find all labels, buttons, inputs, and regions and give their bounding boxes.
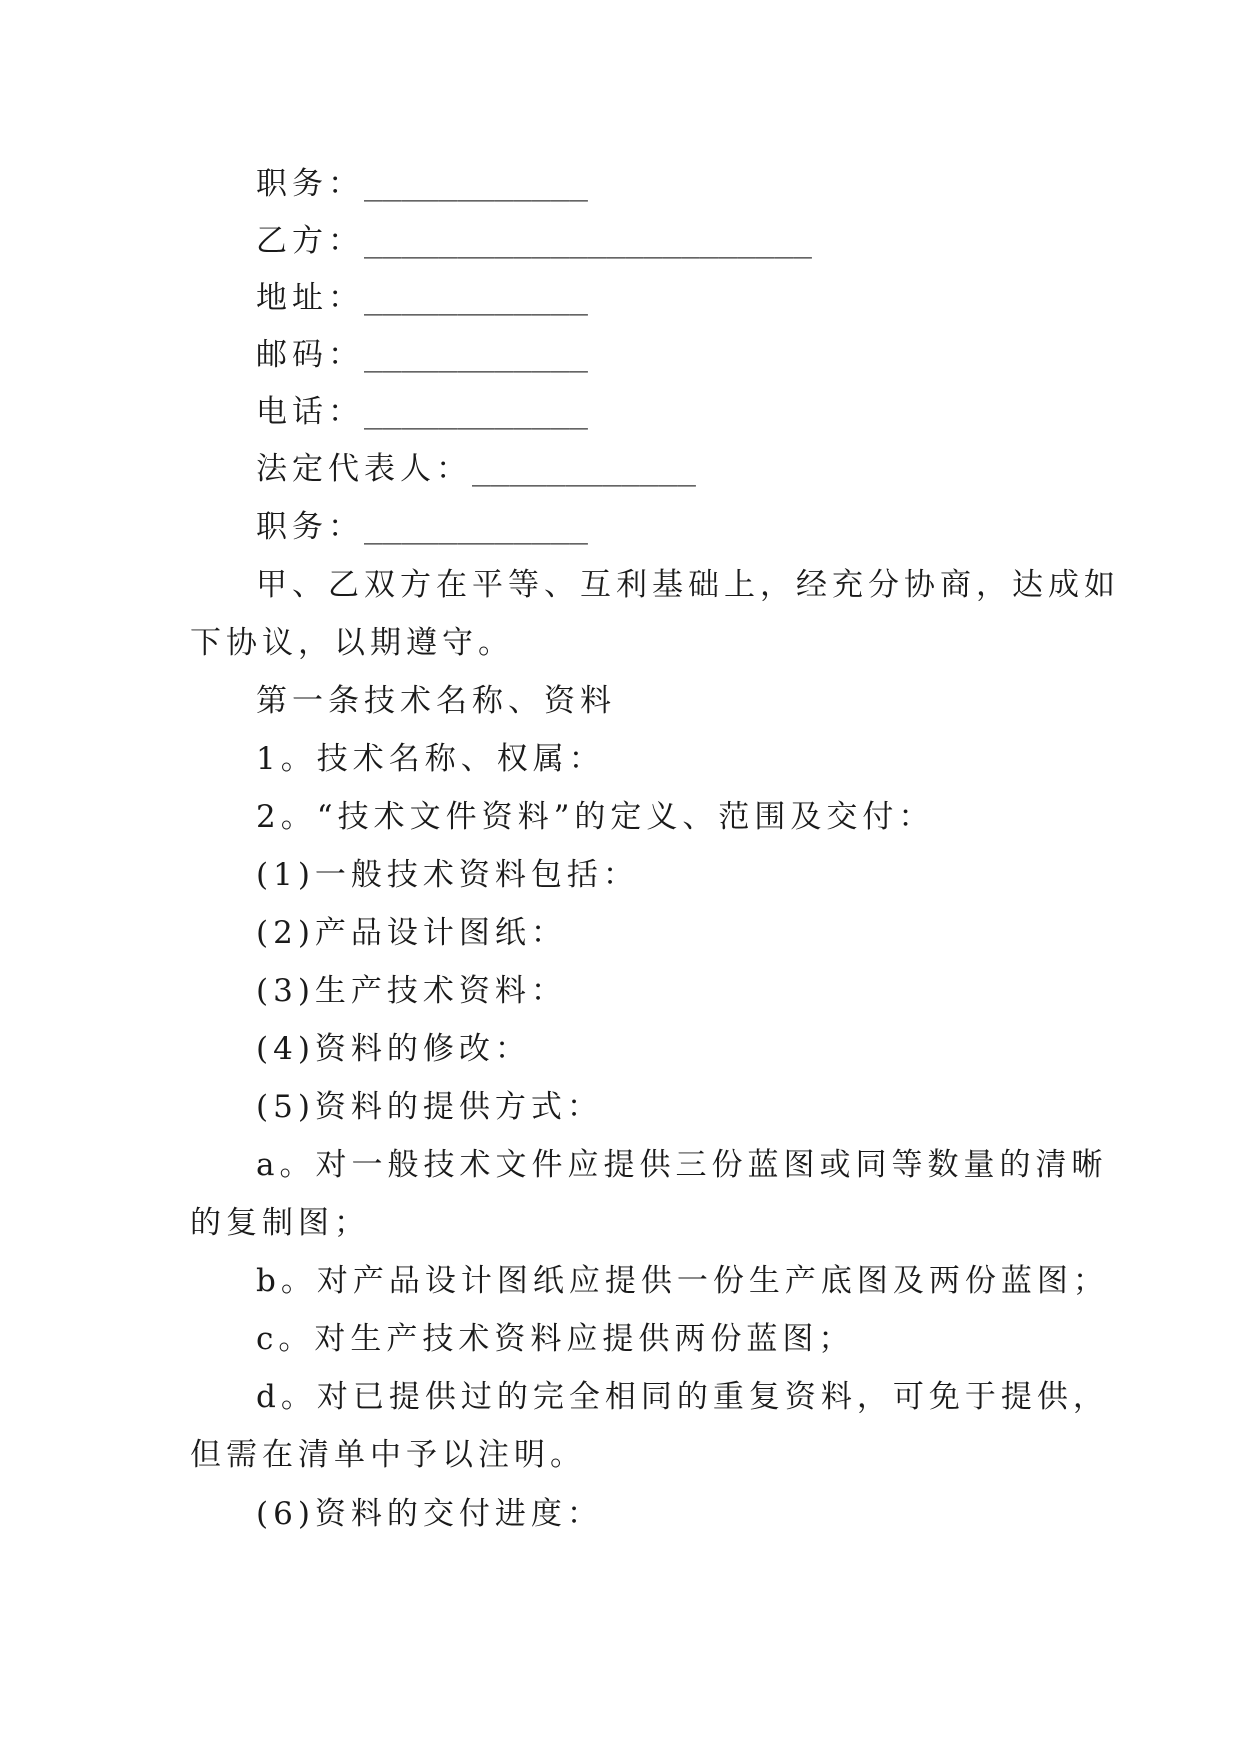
legal-rep-field <box>256 449 1060 489</box>
intro-paragraph-line2: 下协议，以期遵守。 <box>190 625 514 661</box>
clause-c: c。对生产技术资料应提供两份蓝图； <box>256 1321 855 1357</box>
sub-item-5: (5)资料的提供方式： <box>256 1089 603 1125</box>
postcode-label: 邮码： <box>256 337 364 373</box>
postcode-blank: ____________ <box>364 337 588 373</box>
sub-item-4: (4)资料的修改： <box>256 1031 531 1067</box>
party-b-field <box>256 221 1060 261</box>
sub-item-1: (1)一般技术资料包括： <box>256 857 639 893</box>
clause-d-line1: d。对已提供过的完全相同的重复资料，可免于提供， <box>256 1379 1109 1415</box>
phone-label: 电话： <box>256 394 364 430</box>
intro-paragraph-line1: 甲、乙双方在平等、互利基础上，经充分协商，达成如 <box>256 567 1120 603</box>
position-field-b <box>256 507 1060 547</box>
article1-title: 第一条技术名称、资料 <box>256 683 616 719</box>
clause-b: b。对产品设计图纸应提供一份生产底图及两份蓝图； <box>256 1263 1109 1299</box>
item-2: 2。“技术文件资料”的定义、范围及交付： <box>256 799 935 835</box>
address-label: 地址： <box>256 280 364 316</box>
clause-a-line2: 的复制图； <box>190 1205 370 1241</box>
clause-d-line2: 但需在清单中予以注明。 <box>190 1437 586 1473</box>
legal-rep-blank: ____________ <box>472 451 696 487</box>
address-field <box>256 278 1060 318</box>
sub-item-3: (3)生产技术资料： <box>256 973 567 1009</box>
postcode-field <box>256 335 1060 375</box>
party-b-label: 乙方： <box>256 223 364 259</box>
address-blank: ____________ <box>364 280 588 316</box>
position-blank: ____________ <box>364 166 588 202</box>
item-1: 1。技术名称、权属： <box>256 741 605 777</box>
position-label: 职务： <box>256 166 364 202</box>
sub-item-6: (6)资料的交付进度： <box>256 1496 603 1532</box>
clause-a-line1: a。对一般技术文件应提供三份蓝图或同等数量的清晰 <box>256 1147 1108 1183</box>
position-blank: ____________ <box>364 509 588 545</box>
phone-blank: ____________ <box>364 394 588 430</box>
phone-field <box>256 392 1060 432</box>
position-label: 职务： <box>256 509 364 545</box>
party-b-blank: ________________________ <box>364 223 812 259</box>
sub-item-2: (2)产品设计图纸： <box>256 915 567 951</box>
legal-rep-label: 法定代表人： <box>256 451 472 487</box>
position-field-a <box>256 164 1060 204</box>
